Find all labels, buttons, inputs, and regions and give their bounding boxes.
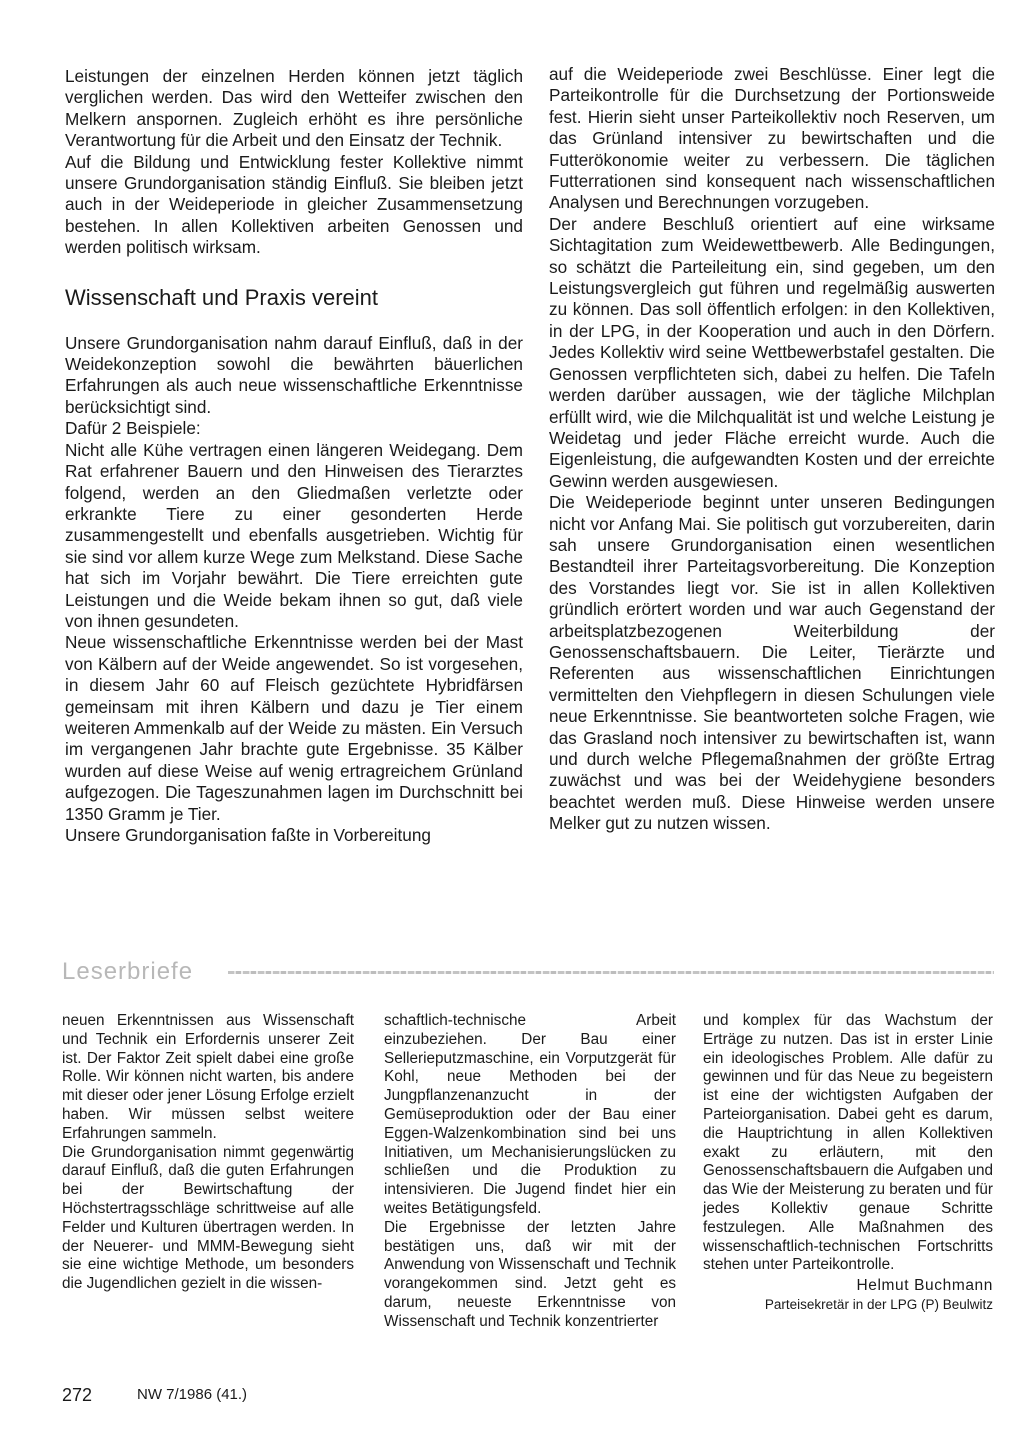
paragraph: auf die Weideperiode zwei Beschlüsse. Einer legt die Parteikontrolle für die Durchsetzung der Portionsweide fest. Hierin sieht unser Parteikollektiv noch Reserven, um das Grünland intensiver zu bewirtschaften und die Futterökonomie weiter zu verbessern. Die täglichen Futterrationen sind konsequent nach wissenschaftlichen Analysen und Berechnungen vorzugeben. xyxy=(549,64,995,213)
paragraph: schaftlich-technische Arbeit einzubeziehen. Der Bau einer Sellerieputzmaschine, ein Vorputzgerät für Kohl, neue Methoden bei der Jungpflanzenanzucht in der Gemüseproduktion oder der Bau einer Eggen-Walzenkombination sind bei uns Initiativen, um Mechanisierungslücken zu schließen und die Produktion zu intensivieren. Die Jugend findet hier ein weites Betätigungsfeld. xyxy=(384,1012,676,1217)
signature-block xyxy=(703,1277,993,1315)
letters-column-3 xyxy=(703,1012,993,1315)
page-number: 272 xyxy=(62,1385,93,1405)
letters-section-title: Leserbriefe xyxy=(62,958,194,985)
paragraph: Die Ergebnisse der letzten Jahre bestätigen uns, daß wir mit der Anwendung von Wissenschaft und Technik vorangekommen sind. Jetzt geht es darum, neueste Erkenntnisse von Wissenschaft und Technik konzentrierter xyxy=(384,1218,676,1330)
paragraph: und komplex für das Wachstum der Erträge zu nutzen. Das ist in erster Linie ein ideologisches Problem. Alle dafür zu gewinnen und für das Neue zu begeistern ist eine der wichtigsten Aufgaben der Parteiorganisation. Dabei geht es darum, die Hauptrichtung in allen Kollektiven exakt zu erläutern, mit den Genossenschaftsbauern die Aufgaben und das Wie der Meisterung zu beraten und für jedes Kollektiv genaue Schritte festzulegen. Alle Maßnahmen des wissenschaftlich-technischen Fortschritts stehen unter Parteikontrolle. xyxy=(703,1012,993,1274)
section-divider xyxy=(228,971,994,974)
author-title: Parteisekretär in der LPG (P) Beulwitz xyxy=(764,1296,993,1312)
paragraph: Nicht alle Kühe vertragen einen längeren Weidegang. Dem Rat erfahrener Bauern und den Hinweisen des Tierarztes folgend, werden an den Gliedmaßen verletzte oder erkrankte Tiere zu einer gesonderten Herde zusammengestellt und ebenfalls ausgetrieben. Wichtig für sie sind vor allem kurze Wege zum Melkstand. Diese Sache hat sich im Vorjahr bewährt. Die Tiere erreichten gute Leistungen und die Weide bekam ihnen so gut, daß viele von ihnen gesundeten. xyxy=(65,439,523,631)
article-left-column xyxy=(65,66,523,846)
issue-info: NW 7/1986 (41.) xyxy=(137,1386,248,1403)
paragraph: Der andere Beschluß orientiert auf eine wirksame Sichtagitation zum Weidewettbewerb. Alle Bedingungen, so schätzt die Parteileitung ein, sind gegeben, um den Leistungsvergleich gut führen und regelmäßig auswerten zu können. Das soll öffentlich erfolgen: in den Kollektiven, in der LPG, in der Kooperation und auch in den Dörfern. Jedes Kollektiv wird seine Wettbewerbstafel gestalten. Die Genossen verpflichteten sich, dabei zu helfen. Die Tafeln werden darüber aussagen, wie der tägliche Milchplan erfüllt wird, wie die Milchqualität ist und welche Leistung je Weidetag und jeder Fläche erreicht wurde. Auch die Eigenleistung, die aufgewandten Kosten und der erreichte Gewinn werden ausgewiesen. xyxy=(549,213,995,491)
paragraph: Die Grundorganisation nimmt gegenwärtig darauf Einfluß, daß die guten Erfahrungen bei der Bewirtschaftung der Höchstertragsschläge schrittweise auf alle Felder und Kulturen übertragen werden. In der Neuerer- und MMM-Bewegung sieht sie eine wichtige Methode, um besonders die Jugendlichen gezielt in die wissen- xyxy=(62,1143,354,1293)
paragraph: Unsere Grundorganisation faßte in Vorbereitung xyxy=(65,825,431,845)
article-right-column xyxy=(549,64,995,835)
paragraph: Unsere Grundorganisation nahm darauf Einfluß, daß in der Weidekonzeption sowohl die bewährten bäuerlichen Erfahrungen als auch neue wissenschaftliche Erkenntnisse berücksichtigt sind. xyxy=(65,332,523,417)
paragraph: neuen Erkenntnissen aus Wissenschaft und Technik ein Erfordernis unserer Zeit ist. Der Faktor Zeit spielt dabei eine große Rolle. Wir können nicht warten, bis andere mit dieser oder jener Lösung Erfolge erzielt haben. Wir müssen selbst weitere Erfahrungen sammeln. xyxy=(62,1012,354,1142)
author-name: Helmut Buchmann xyxy=(856,1277,993,1295)
paragraph: Leistungen der einzelnen Herden können jetzt täglich verglichen werden. Das wird den Wetteifer zwischen den Melkern anspornen. Zugleich erhöht es ihre persönliche Verantwortung für die Arbeit und den Einsatz der Technik. xyxy=(65,66,523,151)
paragraph: Dafür 2 Beispiele: xyxy=(65,418,201,439)
section-heading: Wissenschaft und Praxis vereint xyxy=(65,284,379,310)
paragraph: Die Weideperiode beginnt unter unseren Bedingungen nicht vor Anfang Mai. Sie politisch gut vorzubereiten, darin sah unsere Grundorganisation einen wesentlichen Bestandteil ihrer Parteitagsvorbereitung. Die Konzeption des Vorstandes liegt vor. Sie ist in allen Kollektiven gründlich erörtert worden und war auch Gegenstand der arbeitsplatzbezogenen Weiterbildung der Genossenschaftsbauern. Die Leiter, Tierärzte und Referenten aus wissenschaftlichen Einrichtungen vermittelten den Viehpflegern in diesen Schulungen viele neue Erkenntnisse. Sie beantworteten solche Fragen, wie das Grasland noch intensiver zu bewirtschaften ist, wann und durch welche Pflegemaßnahmen der größte Ertrag zuwächst und was bei der Weidehygiene besonders beachtet werden muß. Diese Hinweise werden unsere Melker gut zu nutzen wissen. xyxy=(549,492,995,834)
paragraph: Auf die Bildung und Entwicklung fester Kollektive nimmt unsere Grundorganisation ständig Einfluß. Sie bleiben jetzt auch in der Weideperiode in gleicher Zusammensetzung bestehen. In allen Kollektiven arbeiten Genossen und werden politisch wirksam. xyxy=(65,151,523,258)
letters-column-1 xyxy=(62,1012,354,1294)
paragraph: Neue wissenschaftliche Erkenntnisse werden bei der Mast von Kälbern auf der Weide angewendet. So ist vorgesehen, in diesem Jahr 60 auf Fleisch gezüchtete Hybridfärsen gemeinsam mit ihren Kälbern und dazu je Tier einem weiteren Ammenkalb auf der Weide zu mästen. Ein Versuch im vergangenen Jahr brachte gute Ergebnisse. 35 Kälber wurden auf diese Weise auf wenig ertragreichem Grünland aufgezogen. Die Tageszunahmen lagen im Durchschnitt bei 1350 Gramm je Tier. xyxy=(65,632,523,824)
letters-column-2 xyxy=(384,1012,676,1332)
